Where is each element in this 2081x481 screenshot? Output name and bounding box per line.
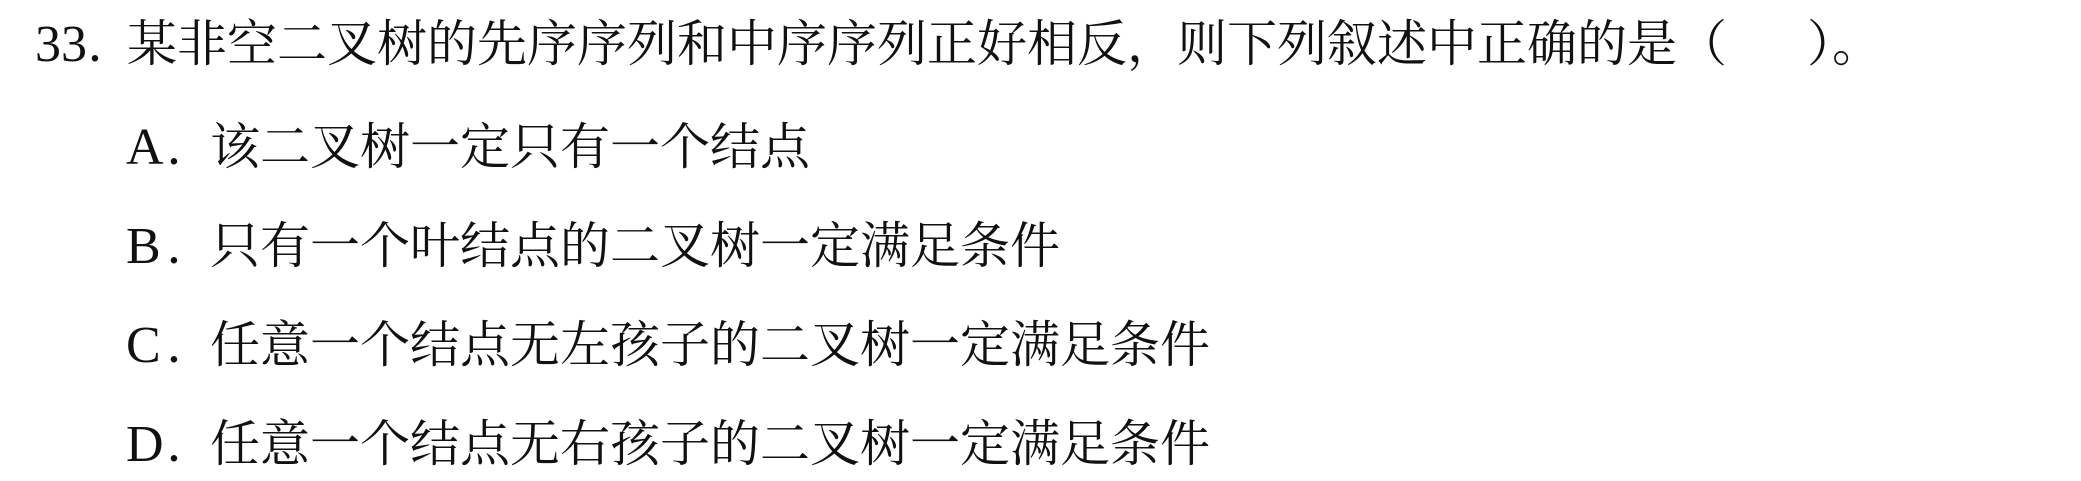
option-text: 任意一个结点无左孩子的二叉树一定满足条件	[210, 316, 1210, 374]
option-separator: .	[166, 118, 182, 176]
option-separator: .	[166, 415, 182, 473]
option-d	[126, 414, 1210, 474]
question-number: 33	[35, 16, 87, 73]
option-letter: D	[126, 416, 164, 473]
option-separator: .	[166, 217, 182, 275]
option-separator: .	[166, 316, 182, 374]
option-letter: A	[126, 119, 164, 176]
question-line	[35, 14, 1882, 74]
option-letter: C	[126, 317, 161, 374]
option-letter: B	[126, 218, 161, 275]
option-b	[126, 216, 1060, 276]
question-stem: 某非空二叉树的先序序列和中序序列正好相反，则下列叙述中正确的是（	[127, 15, 1727, 73]
option-text: 该二叉树一定只有一个结点	[210, 118, 810, 176]
question-number-separator: .	[87, 15, 103, 73]
option-text: 只有一个叶结点的二叉树一定满足条件	[210, 217, 1060, 275]
option-c	[126, 315, 1210, 375]
question-close: ）。	[1807, 15, 1882, 73]
option-a	[126, 117, 810, 177]
option-text: 任意一个结点无右孩子的二叉树一定满足条件	[210, 415, 1210, 473]
